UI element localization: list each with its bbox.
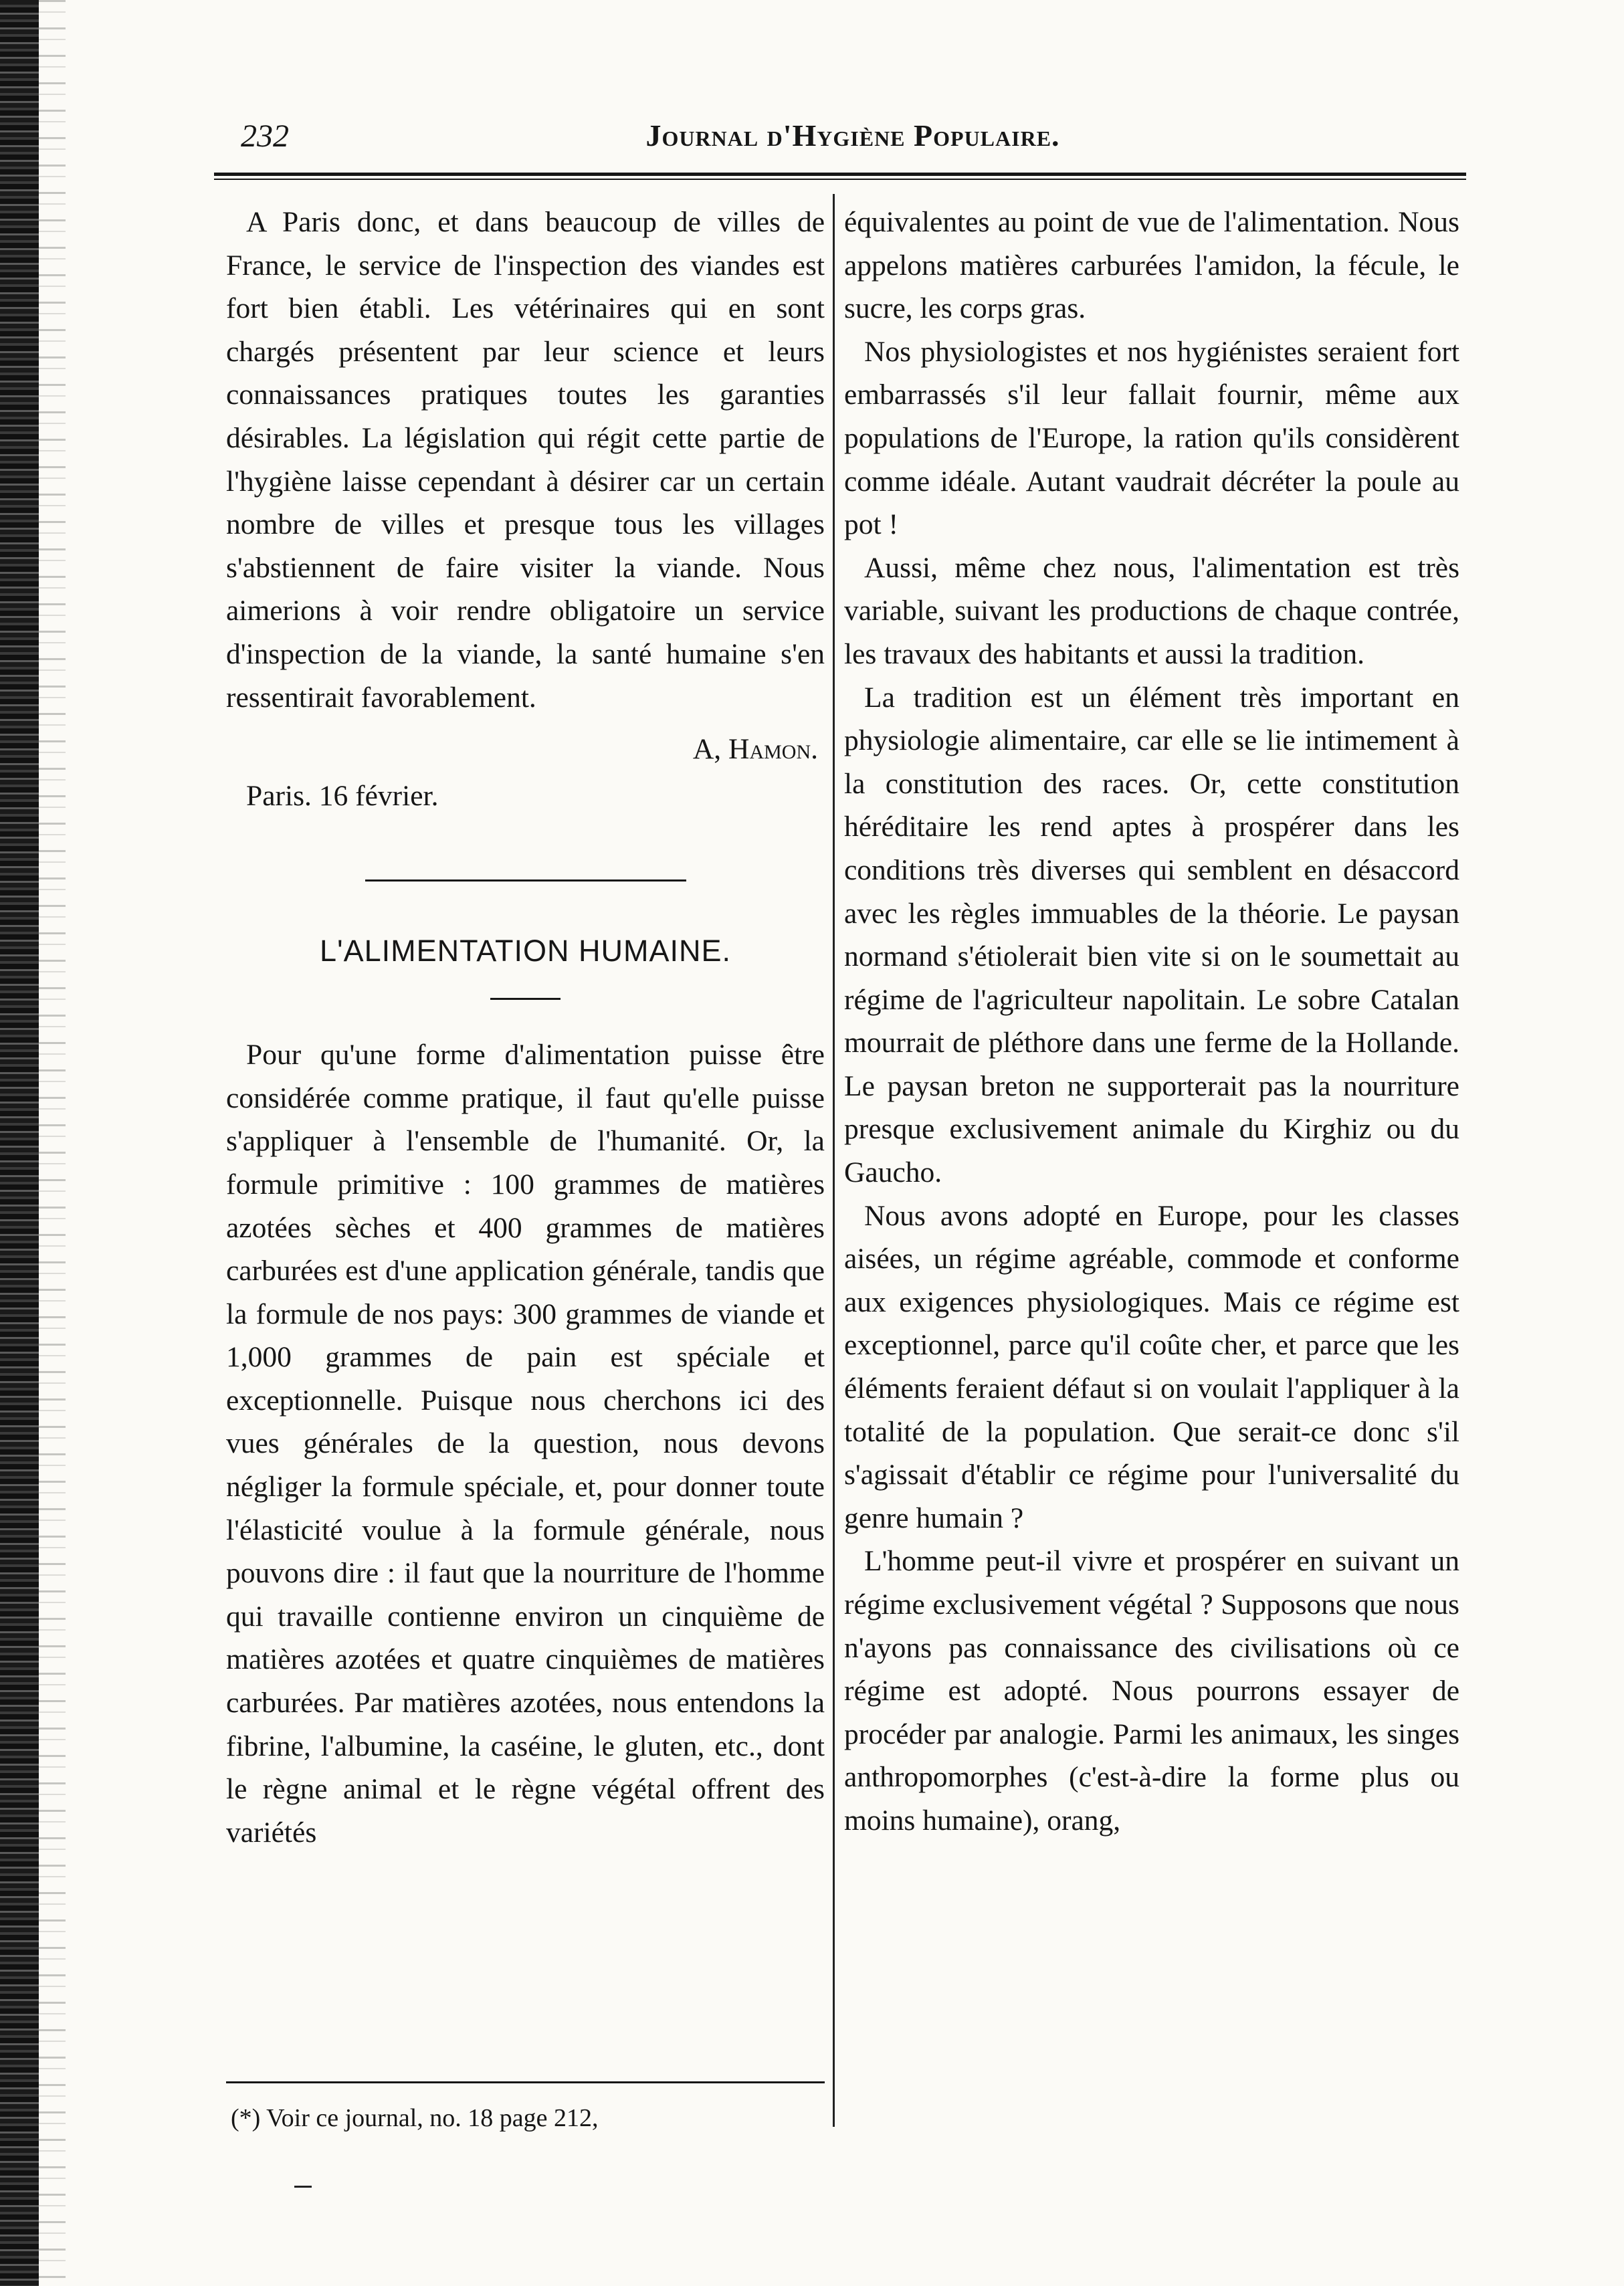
right-paragraph-3: Aussi, même chez nous, l'alimentation est très variable, suivant les productions de chaque contrée, les travaux des habitants et aussi la tradition.: [844, 551, 1459, 670]
title-underline-rule: [490, 998, 561, 1000]
right-paragraph-4: La tradition est un élément très important en physiologie alimentaire, car elle se lie intimement à la constitution des races. Or, cette constitution héréditaire les rend aptes à prospérer dans les conditions très diverses qui semblent en désaccord avec les règles immuables de la théorie. Le paysan normand s'étiolerait bien vite si on le soumettait au régime de l'agriculteur napolitain. Le sobre Catalan mourrait de pléthore dans une ferme de la Hollande. Le paysan breton ne supporterait pas la nourriture presque exclusivement animale du Kirghiz ou du Gaucho.: [844, 681, 1459, 1189]
stray-mark: [294, 2186, 312, 2188]
header-double-rule: [214, 173, 1466, 180]
right-paragraph-5: Nous avons adopté en Europe, pour les classes aisées, un régime agréable, commode et conforme aux exigences physiologiques. Mais ce régime est exceptionnel, parce qu'il coûte cher, et parce que les éléments feraient défaut si on voulait l'appliquer à la totalité de la population. Que serait-ce donc s'il s'agissait d'établir ce régime pour l'universalité du genre humain ?: [844, 1199, 1459, 1534]
section-title: L'ALIMENTATION HUMAINE.: [320, 934, 731, 968]
place-date: Paris. 16 février.: [246, 780, 439, 813]
right-paragraph-1: équivalentes au point de vue de l'alimentation. Nous appelons matières carburées l'amidon, la fécule, le sucre, les corps gras.: [844, 206, 1459, 325]
page-number: 232: [241, 118, 289, 154]
right-column: [844, 201, 1459, 1843]
page-header: [241, 118, 1465, 165]
left-column: [226, 201, 825, 1854]
footnote: (*) Voir ce journal, no. 18 page 212,: [231, 2104, 599, 2132]
footnote-rule: [226, 2081, 825, 2083]
column-divider: [833, 194, 835, 2127]
closing-paragraph: A Paris donc, et dans beaucoup de villes de France, le service de l'inspection des viandes est fort bien établi. Les vétérinaires qui en sont chargés présentent par leur science et leurs connaissances pratiques toutes les garanties désirables. La législation qui régit cette partie de l'hygiène laisse cependant à désirer car un certain nombre de villes et presque tous les villages s'abstiennent de faire visiter la viande. Nous aimerions à voir rendre obligatoire un service d'inspection de la viande, la santé humaine s'en ressentirait favorablement.: [226, 206, 825, 714]
running-title: Journal d'Hygiène Populaire.: [645, 118, 1060, 152]
right-paragraph-2: Nos physiologistes et nos hygiénistes seraient fort embarrassés s'il leur fallait fournir, même aux populations de l'Europe, la ration qu'ils considèrent comme idéale. Autant vaudrait décréter la poule au pot !: [844, 335, 1459, 541]
right-paragraph-6: L'homme peut-il vivre et prospérer en suivant un régime exclusivement végétal ? Supposons que nous n'ayons pas connaissance des civilisations où ce régime est adopté. Nous pourrons essayer de procéder par analogie. Parmi les animaux, les singes anthropomorphes (c'est-à-dire la forme plus ou moins humaine), orang,: [844, 1545, 1459, 1837]
binding-shadow: [39, 0, 66, 2286]
book-binding-edge: [0, 0, 39, 2286]
author-signature: A, Hamon.: [692, 733, 818, 766]
article-paragraph: Pour qu'une forme d'alimentation puisse être considérée comme pratique, il faut qu'elle puisse s'appliquer à l'ensemble de l'humanité. Or, la formule primitive : 100 grammes de matières azotées sèches et 400 grammes de matières carburées est d'une application générale, tandis que la formule de nos pays: 300 grammes de viande et 1,000 grammes de pain est spéciale et exceptionnelle. Puisque nous cherchons ici des vues générales de la question, nous devons négliger la formule spéciale, et, pour donner toute l'élasticité voulue à la formule générale, nous pouvons dire : il faut que la nourriture de l'homme qui travaille contienne environ un cinquième de matières azotées et quatre cinquièmes de matières carburées. Par matières azotées, nous entendons la fibrine, l'albumine, la caséine, le gluten, etc., dont le règne animal et le règne végétal offrent des variétés: [226, 1039, 825, 1849]
section-separator-rule: [365, 879, 686, 881]
